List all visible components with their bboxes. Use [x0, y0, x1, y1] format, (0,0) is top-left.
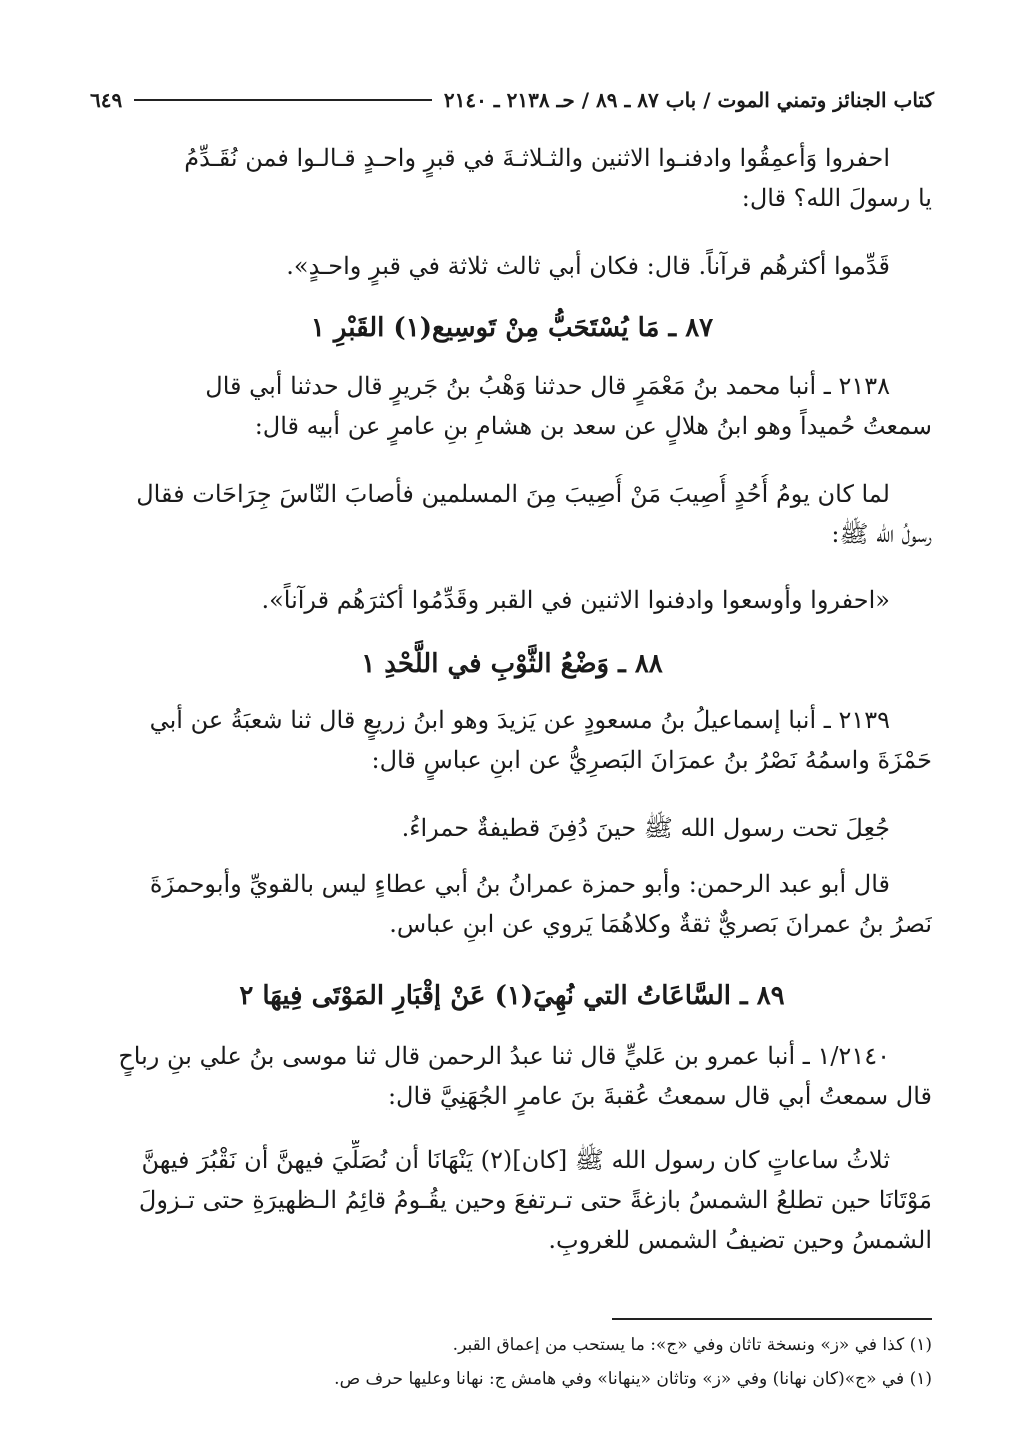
text-line: قال سمعتُ أبي قال سمعتُ عُقبةَ بنَ عامرٍ الجُهَنِيَّ قال: [387, 1082, 932, 1110]
text-line: «احفروا وأوسعوا وادفنوا الاثنين في القبر وقَدِّمُوا أكثرَهُم قرآناً». [261, 586, 890, 614]
page-number: ٦٤٩ [90, 88, 123, 112]
text-line: نَصرُ بنُ عمرانَ بَصريٌّ ثقةٌ وكلاهُمَا يَروي عن ابنِ عباس. [389, 910, 932, 938]
header-title: كتاب الجنائز وتمني الموت / باب ٨٧ ـ ٨٩ / حـ ٢١٣٨ ـ ٢١٤٠ [443, 88, 934, 112]
text-line: رسولُ الله ﷺ: [831, 520, 932, 548]
paragraph [92, 580, 932, 620]
paragraph [92, 138, 932, 218]
text-line: قَدِّموا أكثرهُم قرآناً. قال: فكان أبي ثالث ثلاثة في قبرٍ واحـدٍ». [286, 252, 890, 280]
paragraph [92, 246, 932, 286]
header-rule [134, 99, 432, 101]
section-heading-88: ٨٨ ـ وَضْعُ الثَّوْبِ في اللَّحْدِ ١ [361, 649, 663, 679]
hadith-2140-isnad [92, 1036, 932, 1116]
text-line: احفروا وَأعمِقُوا وادفنـوا الاثنين والثـلاثـةَ في قبرٍ واحـدٍ قـالـوا فمن نُقَـدِّمُ [184, 144, 890, 172]
text-line: قال أبو عبد الرحمن: وأبو حمزة عمرانُ بنُ أبي عطاءٍ ليس بالقويِّ وأبوحمزَةَ [149, 870, 890, 898]
hadith-2140-matn [92, 1140, 932, 1260]
hadith-2138-isnad [92, 366, 932, 446]
text-line: ثلاثُ ساعاتٍ كان رسول الله ﷺ [كان](٢) يَنْهَانَا أن نُصَلِّيَ فيهنَّ أن نَقْبُرَ فيهنَّ [141, 1146, 890, 1174]
text-line: جُعِلَ تحت رسول الله ﷺ حينَ دُفِنَ قطيفةٌ حمراءُ. [401, 814, 890, 842]
text-line: الشمسُ وحين تضيفُ الشمس للغروبِ. [548, 1226, 932, 1254]
text-line: يا رسولَ الله؟ قال: [741, 184, 932, 212]
running-header [90, 84, 934, 116]
footnote-rule [612, 1318, 932, 1320]
hadith-2138-matn [92, 474, 932, 554]
section-heading-89: ٨٩ ـ السَّاعَاتُ التي نُهِيَ(١) عَنْ إقْبَارِ المَوْتَى فِيهَا ٢ [239, 981, 785, 1011]
text-line: ١/٢١٤٠ ـ أنبا عمرو بن عَليٍّ قال ثنا عبدُ الرحمن قال ثنا موسى بنُ علي بنِ رباحٍ [118, 1042, 890, 1070]
text-line: لما كان يومُ أُحُدٍ أُصِيبَ مَنْ أُصِيبَ مِنَ المسلمين فأصابَ النّاسَ جِرَاحَات فقال [136, 480, 890, 508]
section-heading-87: ٨٧ ـ مَا يُسْتَحَبُّ مِنْ تَوسِيع(١) القَبْرِ ١ [310, 313, 714, 343]
hadith-2139-isnad [92, 700, 932, 780]
hadith-2139-matn [92, 808, 932, 848]
footnote-2: (١) في «ج»(كان نهانا) وفي «ز» وتاثان «ينهانا» وفي هامش ج: نهانا وعليها حرف ص. [334, 1369, 932, 1389]
author-comment [92, 864, 932, 944]
text-line: مَوْتَانَا حين تطلعُ الشمسُ بازغةً حتى تـرتفعَ وحين يقُـومُ قائِمُ الـظهيرَةِ حتى تـزولَ [138, 1186, 932, 1214]
text-line: ٢١٣٨ ـ أنبا محمد بنُ مَعْمَرٍ قال حدثنا وَهْبُ بنُ جَريرٍ قال حدثنا أبي قال [205, 372, 890, 400]
text-line: ٢١٣٩ ـ أنبا إسماعيلُ بنُ مسعودٍ عن يَزيدَ وهو ابنُ زريعٍ قال ثنا شعبَةُ عن أبي [149, 706, 890, 734]
text-line: حَمْزَةَ واسمُهُ نَصْرُ بنُ عمرَانَ البَصرِيُّ عن ابنِ عباسٍ قال: [371, 746, 932, 774]
footnote-1: (١) كذا في «ز» ونسخة تاثان وفي «ج»: ما يستحب من إعماق القبر. [452, 1335, 932, 1355]
text-line: سمعتُ حُميداً وهو ابنُ هلالٍ عن سعد بن هشامِ بنِ عامرٍ عن أبيه قال: [254, 412, 932, 440]
